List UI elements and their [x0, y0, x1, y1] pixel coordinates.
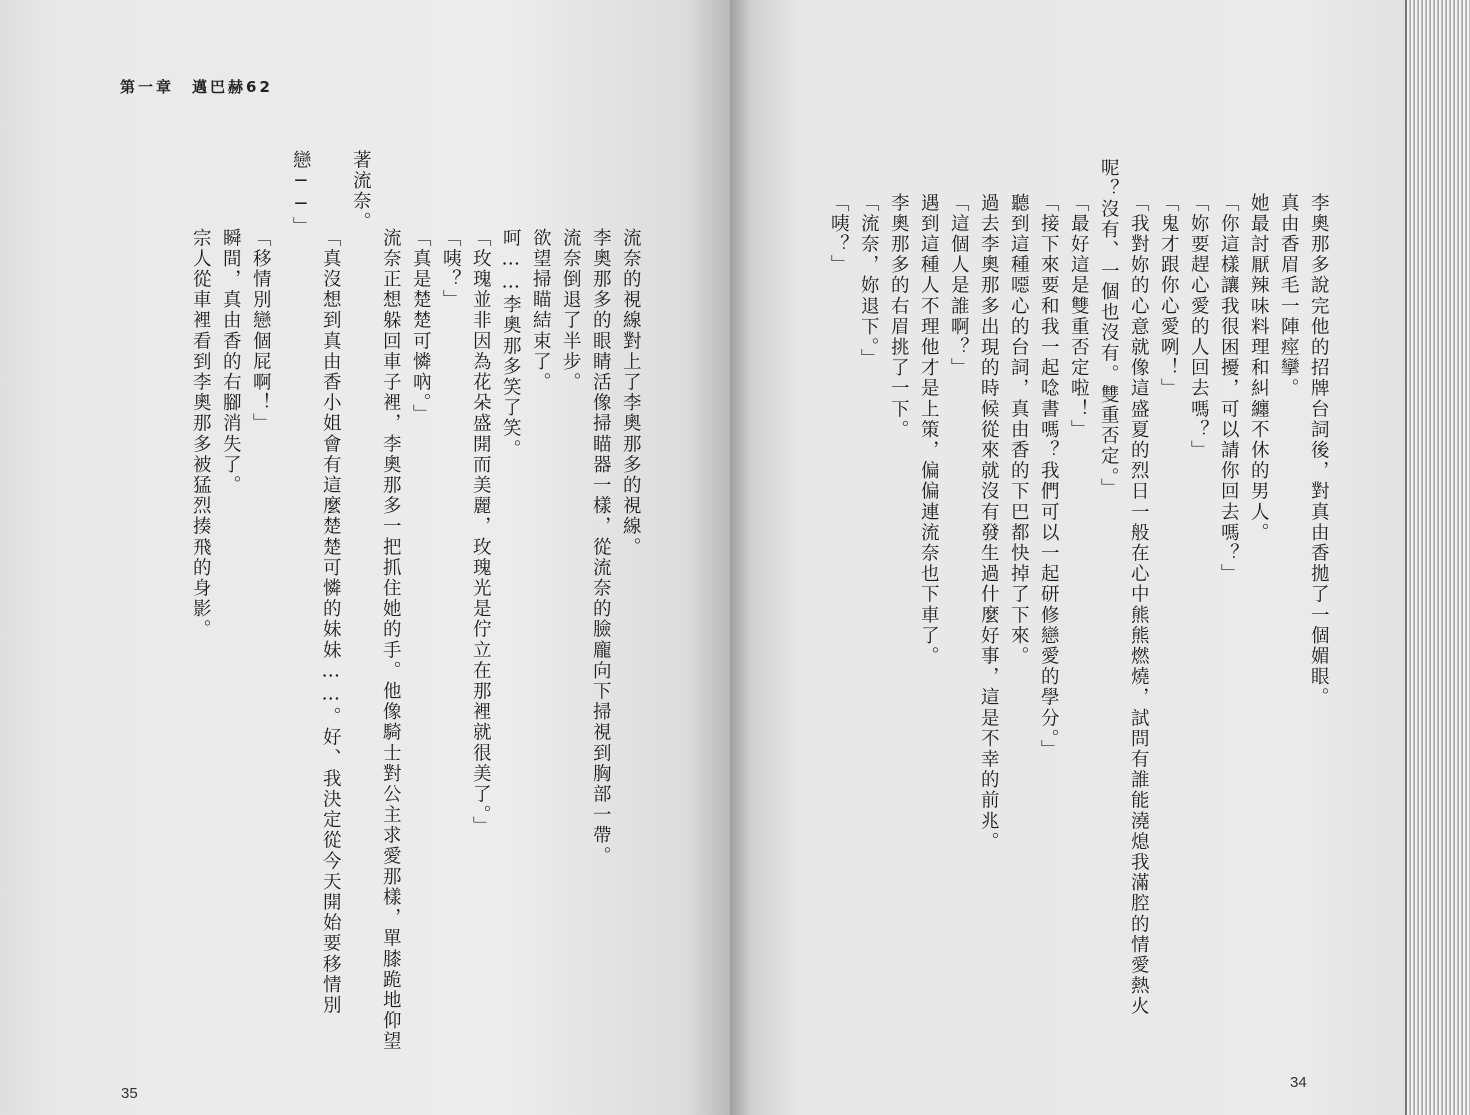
text-column: 「接下來要和我一起唸書嗎？我們可以一起研修戀愛的學分。」 [1038, 193, 1060, 761]
text-column: 「玫瑰並非因為花朵盛開而美麗，玫瑰光是佇立在那裡就很美了。」 [470, 228, 492, 837]
text-column: 著流奈。 [350, 150, 372, 233]
text-column: 「流奈，妳退下。」 [858, 193, 880, 370]
text-column: 「真是楚楚可憐吶。」 [410, 228, 432, 425]
left-page [0, 0, 730, 1115]
text-column: 「這個人是誰啊？」 [948, 193, 970, 379]
text-column: 「我對妳的心意就像這盛夏的烈日一般在心中熊熊燃燒，試問有誰能澆熄我滿腔的情愛熱火 [1128, 193, 1150, 1017]
text-column: 「你這樣讓我很困擾，可以請你回去嗎？」 [1218, 193, 1240, 585]
text-column: 聽到這種噁心的台詞，真由香的下巴都快掉了下來。 [1008, 193, 1030, 667]
text-column: 「鬼才跟你心愛咧！」 [1158, 193, 1180, 399]
text-column: 「真沒想到真由香小姐會有這麼楚楚可憐的妹妹……。好、我決定從今天開始要移情別 [320, 228, 342, 1016]
text-column: 她最討厭辣味料理和糾纏不休的男人。 [1248, 193, 1270, 544]
text-column: 戀──」 [290, 150, 312, 238]
text-column: 流奈的視線對上了李奧那多的視線。 [620, 228, 642, 558]
text-column: 流奈倒退了半步。 [560, 228, 582, 393]
running-head: 第一章 邁巴赫62 [120, 78, 273, 96]
text-column: 宗人從車裡看到李奧那多被猛烈揍飛的身影。 [190, 228, 212, 640]
page-number: 35 [121, 1085, 138, 1102]
book-page-edges [1405, 0, 1470, 1115]
text-column: 遇到這種人不理他才是上策，偏偏連流奈也下車了。 [918, 193, 940, 667]
page-number: 34 [1290, 1074, 1307, 1091]
text-column: 「咦？」 [828, 193, 850, 276]
text-column: 呵……李奧那多笑了笑。 [500, 228, 522, 460]
text-column: 「最好這是雙重否定啦！」 [1068, 193, 1090, 441]
text-column: 欲望掃瞄結束了。 [530, 228, 552, 393]
text-column: 李奧那多的眼睛活像掃瞄器一樣，從流奈的臉龐向下掃視到胸部一帶。 [590, 228, 612, 867]
text-column: 流奈正想躲回車子裡，李奧那多一把抓住她的手。他像騎士對公主求愛那樣，單膝跪地仰望 [380, 228, 402, 1052]
text-column: 真由香眉毛一陣痙攣。 [1278, 193, 1300, 399]
text-column: 「咦？」 [440, 228, 462, 311]
text-column: 李奧那多說完他的招牌台詞後，對真由香拋了一個媚眼。 [1308, 193, 1330, 708]
text-column: 過去李奧那多出現的時候從來就沒有發生過什麼好事，這是不幸的前兆。 [978, 193, 1000, 853]
text-column: 李奧那多的右眉挑了一下。 [888, 193, 910, 441]
text-column: 「妳要趕心愛的人回去嗎？」 [1188, 193, 1210, 461]
text-column: 「移情別戀個屁啊！」 [250, 228, 272, 434]
text-column: 呢？沒有、一個也沒有。雙重否定。」 [1098, 158, 1120, 499]
text-column: 瞬間，真由香的右腳消失了。 [220, 228, 242, 496]
